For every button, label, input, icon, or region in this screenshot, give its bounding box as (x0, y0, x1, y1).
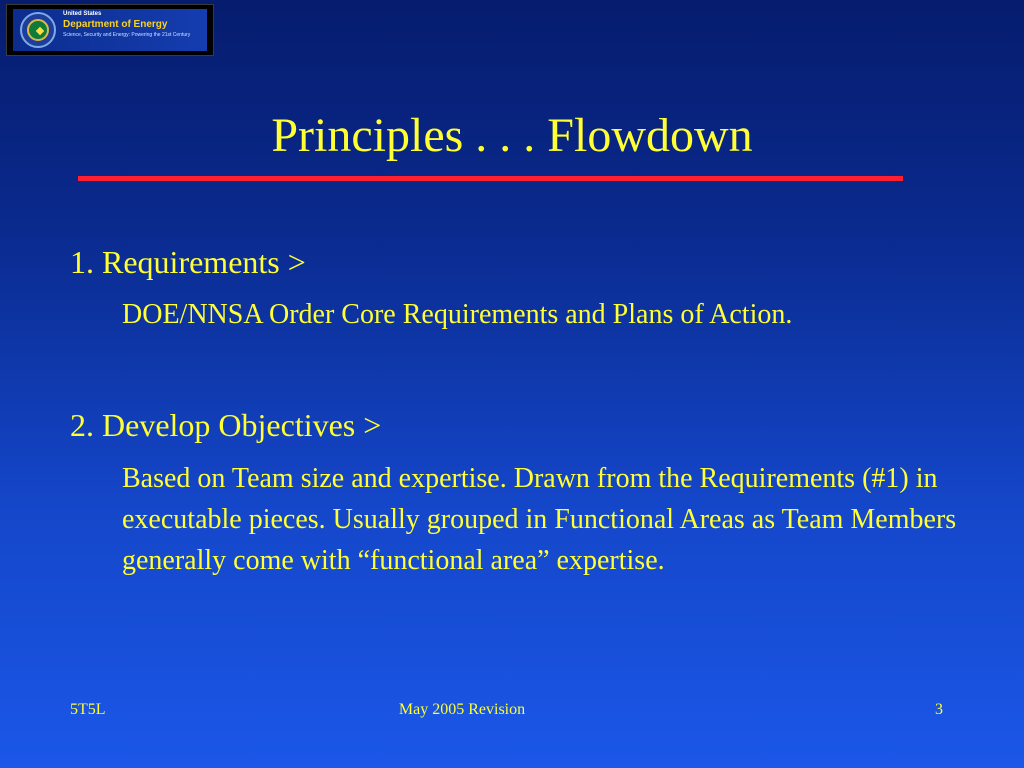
logo-tagline: Science, Security and Energy: Powering the 21st Century (63, 32, 191, 38)
slide-title: Principles . . . Flowdown (271, 109, 753, 162)
item-2-text: Based on Team size and expertise. Drawn from the Requirements (#1) in executable pieces. Usually grouped in Functional Areas as Team Members generally come with “functional area” expertise. (122, 463, 957, 576)
item-1-heading: 1. Requirements > (70, 244, 306, 280)
item-1-text: DOE/NNSA Order Core Requirements and Plans of Action. (122, 299, 793, 330)
logo-line1: United States (63, 11, 102, 17)
footer-center: May 2005 Revision (398, 701, 526, 718)
logo-banner (13, 9, 207, 51)
doe-logo (6, 4, 214, 56)
doe-seal-icon (20, 12, 56, 48)
footer-left: 5T5L (70, 701, 106, 718)
item-2-heading: 2. Develop Objectives > (70, 407, 382, 443)
logo-line2: Department of Energy (63, 19, 168, 30)
logo-text (63, 11, 205, 39)
title-underline (78, 176, 903, 181)
page-number: 3 (935, 701, 943, 718)
